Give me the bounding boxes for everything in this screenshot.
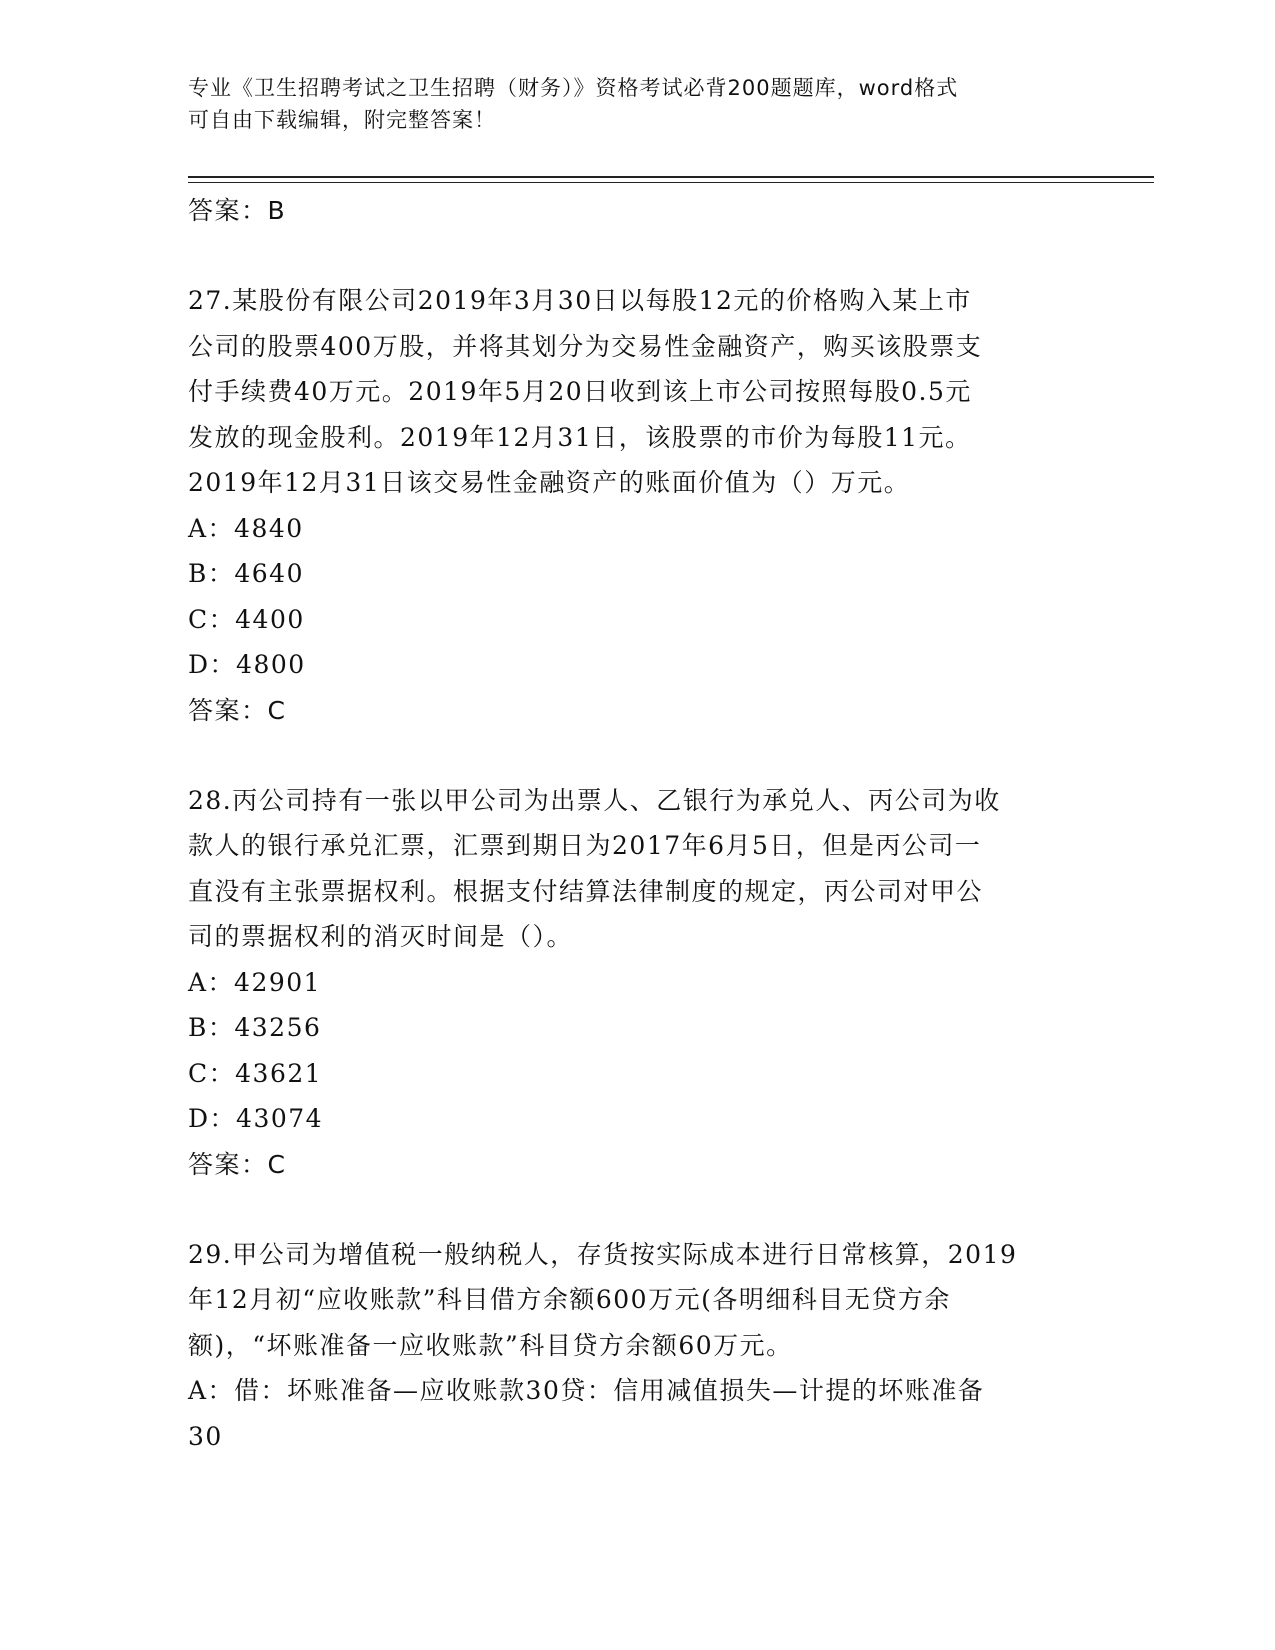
header-rule-thin: [188, 182, 1154, 183]
question-28-line: 28.丙公司持有一张以甲公司为出票人、乙银行为承兑人、丙公司为收: [188, 785, 1001, 815]
question-29-option-a-continued: 30: [188, 1421, 223, 1451]
question-29-option-a: A：借：坏账准备—应收账款30贷：信用减值损失—计提的坏账准备: [188, 1376, 985, 1405]
question-29: [188, 1232, 1088, 1460]
header-rule-thick: [188, 176, 1154, 178]
document-body: [188, 188, 1088, 1459]
question-28-option-b: B：43256: [188, 1013, 322, 1042]
question-27-option-a: A：4840: [188, 513, 304, 543]
question-29-line: 额)，“坏账准备一应收账款”科目贷方余额60万元。: [188, 1330, 793, 1360]
question-28-line: 司的票据权利的消灭时间是（）。: [188, 922, 574, 951]
question-27-line: 付手续费40万元。2019年5月20日收到该上市公司按照每股0.5元: [188, 377, 972, 406]
header-line-1: 专业《卫生招聘考试之卫生招聘（财务）》资格考试必背200题题库，word格式: [188, 76, 959, 100]
question-27: [188, 278, 1088, 734]
question-28-line: 直没有主张票据权利。根据支付结算法律制度的规定，丙公司对甲公: [188, 876, 984, 906]
question-27-line: 2019年12月31日该交易性金融资产的账面价值为（）万元。: [188, 468, 911, 497]
document-header: [188, 72, 1068, 136]
answer-26: 答案：B: [188, 196, 287, 225]
question-28-answer: 答案：C: [188, 1149, 287, 1179]
question-27-line: 27.某股份有限公司2019年3月30日以每股12元的价格购入某上市: [188, 286, 972, 315]
question-28-option-d: D：43074: [188, 1104, 324, 1133]
question-29-line: 29.甲公司为增值税一般纳税人，存货按实际成本进行日常核算，2019: [188, 1239, 1018, 1269]
question-28-option-a: A：42901: [188, 967, 322, 997]
question-28: [188, 778, 1088, 1188]
question-27-line: 发放的现金股利。2019年12月31日，该股票的市价为每股11元。: [188, 422, 972, 452]
question-27-answer: 答案：C: [188, 695, 287, 725]
question-29-line: 年12月初“应收账款”科目借方余额600万元(各明细科目无贷方余: [188, 1285, 951, 1314]
question-28-option-c: C：43621: [188, 1058, 323, 1088]
question-28-line: 款人的银行承兑汇票，汇票到期日为2017年6月5日，但是丙公司一: [188, 831, 982, 860]
question-27-option-b: B：4640: [188, 559, 304, 588]
header-line-2: 可自由下载编辑，附完整答案！: [188, 108, 496, 132]
question-27-option-d: D：4800: [188, 650, 306, 679]
question-27-line: 公司的股票400万股，并将其划分为交易性金融资产，购买该股票支: [188, 331, 983, 361]
question-27-option-c: C：4400: [188, 604, 305, 634]
